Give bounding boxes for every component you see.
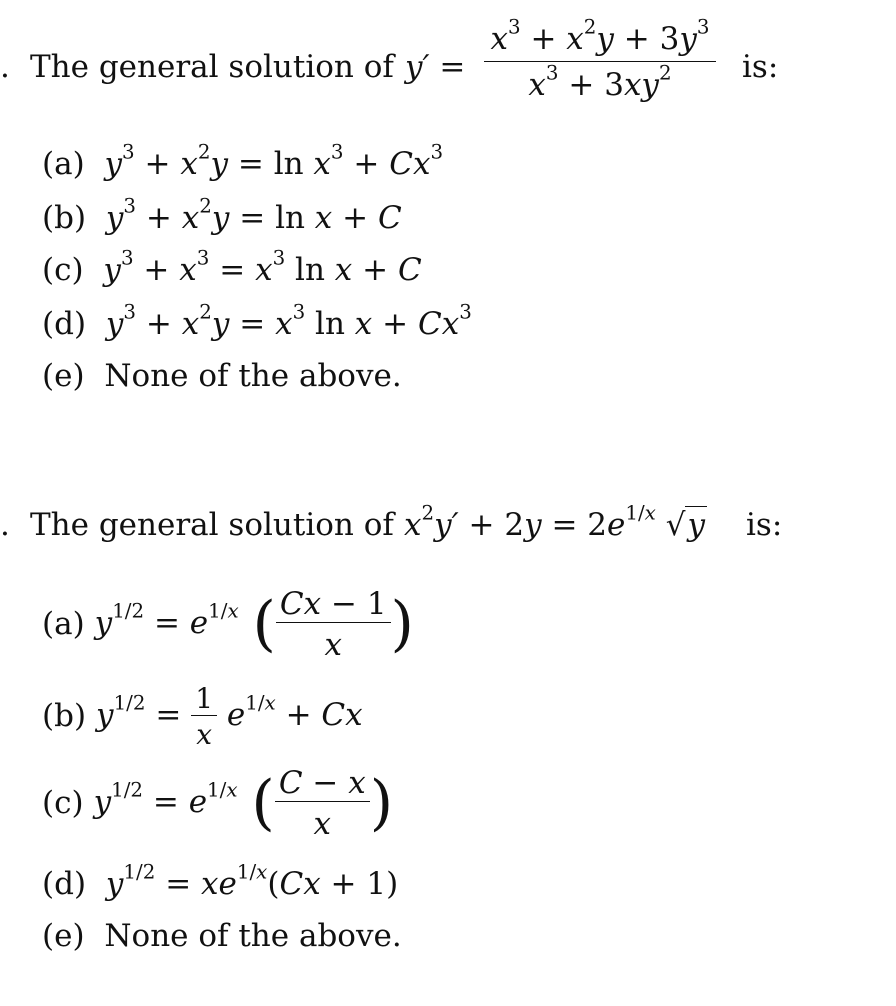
q2-option-e [42, 918, 402, 954]
q2-intro: The general solution of [30, 507, 394, 543]
q1-option-e [42, 358, 402, 394]
option-label: (a) [42, 606, 85, 642]
option-label: (b) [42, 200, 87, 236]
option-expr: None of the above. [104, 358, 402, 394]
option-expr: $y^3 + x^3 = x^3$ ln x + C [103, 246, 422, 288]
q1-option-c [42, 246, 422, 288]
option-label: (d) [42, 866, 87, 902]
fraction: $\frac{1}{x}$ [191, 682, 217, 751]
option-label: (c) [42, 252, 84, 288]
q1-option-d [42, 300, 472, 342]
q1-tail: is: [742, 49, 779, 85]
q1-numerator: $x^3 + x^2y + 3y^3$ [490, 15, 710, 57]
sqrt-symbol: √y [665, 507, 705, 543]
option-label: (c) [42, 785, 84, 821]
q2-option-b [42, 676, 363, 756]
q2-equation: $x^2y' + 2y = 2e^{1/x}$ √y [404, 501, 705, 543]
fraction: $\frac{Cx - 1}{x}$ [276, 586, 391, 663]
option-label: (a) [42, 146, 85, 182]
q1-option-a [42, 140, 444, 182]
q1-lhs: y′ = [405, 49, 466, 85]
option-label: (b) [42, 698, 87, 734]
q2-tail: is: [746, 507, 783, 543]
option-label: (d) [42, 306, 87, 342]
option-expr: $y^{1/2} = xe^{1/x}(Cx + 1)$ [105, 860, 399, 902]
option-expr: $y^3 + x^2y = \ln x^3 + Cx^3$ [104, 140, 444, 182]
option-expr: $y^{1/2} = e^{1/x}$ ( $\frac{C - x}{x}$ ) [93, 764, 394, 842]
q1-number: . [0, 49, 10, 85]
q1-denominator: $x^3 + 3xy^2$ [528, 61, 672, 103]
q1-option-b [42, 194, 402, 236]
q2-option-a [42, 580, 414, 668]
option-expr: None of the above. [104, 918, 402, 954]
q2-option-d [42, 860, 399, 902]
option-expr: $y^{1/2} = e^{1/x}$ ( $\frac{Cx - 1}{x}$ ) [94, 585, 414, 663]
q1-intro: The general solution of [30, 49, 394, 85]
option-expr: $y^{1/2}$ = $\frac{1}{x}$ $e^{1/x} + Cx$ [96, 681, 363, 751]
option-label: (e) [42, 918, 85, 954]
q1-fraction [484, 15, 716, 103]
q2-option-c [42, 760, 393, 846]
q2-number: . [0, 507, 10, 543]
fraction: $\frac{C - x}{x}$ [275, 765, 370, 842]
option-label: (e) [42, 358, 85, 394]
option-expr: $y^3 + x^2y = \ln x + C$ [105, 194, 402, 236]
option-expr: $y^3 + x^2y = x^3$ $\ln x + Cx^3$ [105, 300, 472, 342]
